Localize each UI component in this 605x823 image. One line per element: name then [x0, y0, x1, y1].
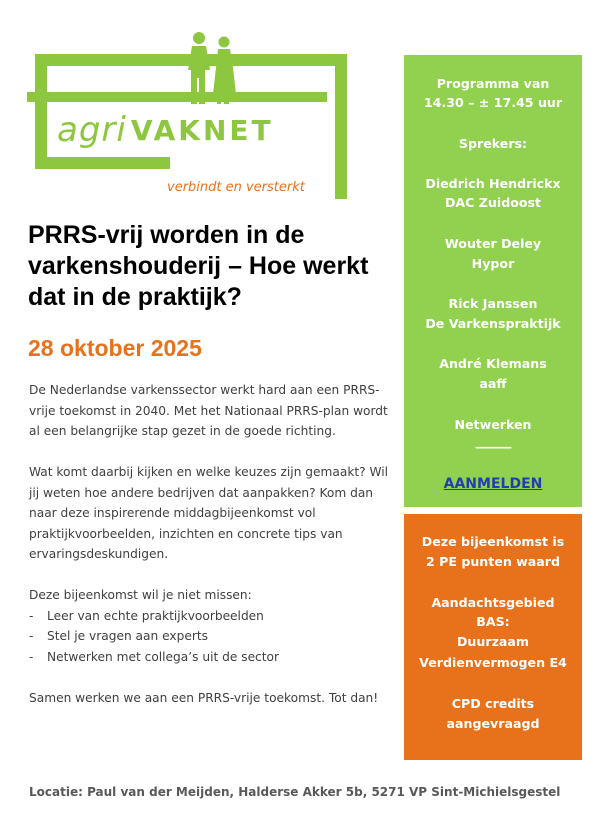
logo-frame-bottom — [35, 157, 170, 169]
speaker-2-org: Hypor — [471, 256, 515, 271]
agrivaknet-logo — [27, 30, 372, 198]
bullet-dash: - — [29, 629, 34, 643]
programma-line-2: 14.30 – ± 17.45 uur — [423, 95, 563, 110]
bullet-dash: - — [29, 608, 34, 623]
list-item-text: Netwerken met collega’s uit de sector — [47, 649, 280, 664]
logo-word-vaknet: VAKNET — [130, 113, 274, 147]
speaker-3-name: Rick Janssen — [448, 296, 538, 311]
logo-frame-left — [35, 54, 47, 169]
question-paragraph: Wat komt daarbij kijken en welke keuzes zijn gemaakt? Wil jij weten hoe andere bedrijven dat aanpakken? Kom dan naar deze inspirerende middagbijeenkomst vol praktijkvoorbeelden, inzichten en concrete tips van ervaringsdeskundigen. — [29, 465, 389, 561]
program-panel — [404, 55, 582, 507]
credits-line-5: Duurzaam — [456, 634, 530, 649]
benefits-list — [29, 606, 389, 668]
speaker-1-name: Diedrich Hendrickx — [425, 176, 561, 191]
list-item — [29, 647, 389, 668]
event-description — [29, 380, 389, 729]
credits-line-1: Deze bijeenkomst is — [421, 534, 565, 549]
credits-line-2: 2 PE punten waard — [425, 554, 561, 569]
credits-line-3: Aandachtsgebied — [431, 595, 555, 610]
speaker-2-name: Wouter Deley — [444, 236, 542, 251]
panel-separator: ――― — [475, 439, 511, 454]
list-item-text: Stel je vragen aan experts — [47, 629, 208, 643]
credits-line-4: BAS: — [476, 614, 510, 629]
intro-paragraph: De Nederlandse varkenssector werkt hard aan een PRRS-vrije toekomst in 2040. Met het Nationaal PRRS-plan wordt al een belangrijke stap gezet in de goede richting. — [29, 383, 388, 438]
programma-line-1: Programma van — [436, 76, 550, 91]
closing-paragraph: Samen werken we aan een PRRS-vrije toekomst. Tot dan! — [29, 690, 379, 705]
credits-line-8: aangevraagd — [446, 716, 540, 731]
credits-line-6: Verdienvermogen E4 — [419, 655, 567, 670]
speaker-4-org: aaff — [479, 376, 507, 391]
bullet-dash: - — [29, 649, 34, 664]
list-item — [29, 626, 389, 647]
sprekers-label: Sprekers: — [458, 136, 528, 151]
list-item-text: Leer van echte praktijkvoorbeelden — [47, 608, 264, 623]
bullets-intro: Deze bijeenkomst wil je niet missen: — [29, 588, 252, 602]
register-link[interactable]: AANMELDEN — [443, 476, 543, 492]
speaker-4-name: André Klemans — [439, 356, 547, 371]
logo-word-agri: agri — [57, 110, 127, 150]
credits-line-7: CPD credits — [451, 696, 535, 711]
event-title: PRRS-vrij worden in de varkenshouderij – Hoe werkt dat in de praktijk? — [28, 221, 369, 311]
list-item — [29, 606, 389, 627]
netwerken-label: Netwerken — [454, 417, 532, 432]
logo-tagline: verbindt en versterkt — [167, 180, 305, 195]
speaker-1-org: DAC Zuidoost — [444, 195, 542, 210]
speaker-3-org: De Varkenspraktijk — [425, 316, 561, 331]
two-people-icon — [177, 30, 247, 105]
event-date: 28 oktober 2025 — [28, 335, 202, 361]
logo-wordmark — [57, 108, 332, 152]
credits-panel — [404, 514, 582, 760]
event-location: Locatie: Paul van der Meijden, Halderse Akker 5b, 5271 VP Sint-Michielsgestel — [29, 785, 561, 799]
logo-frame-right — [335, 54, 347, 199]
